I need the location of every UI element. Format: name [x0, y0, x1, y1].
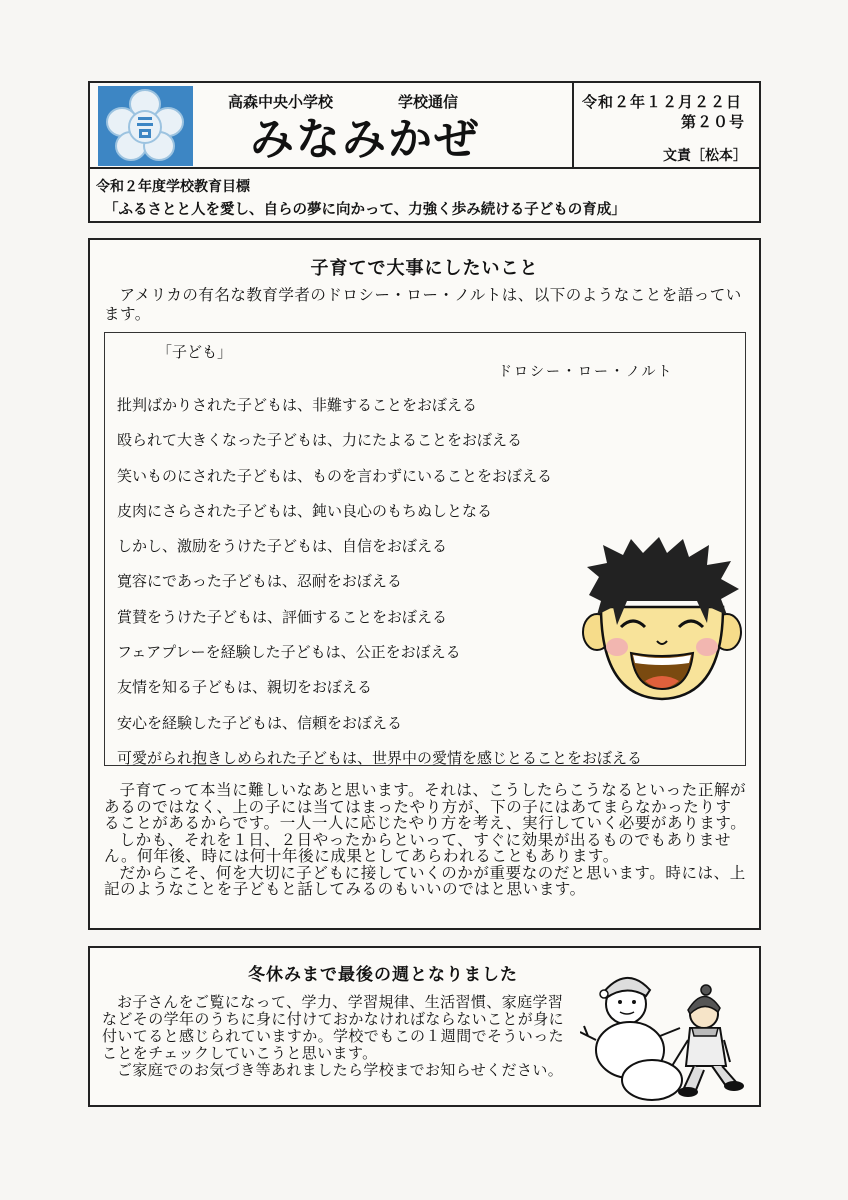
- article-title: 子育てで大事にしたいこと: [310, 258, 539, 279]
- issue-number: 第２０号: [680, 113, 745, 131]
- poem-title: 「子ども」: [157, 343, 233, 361]
- cherry-blossom-emblem-icon: [98, 86, 193, 166]
- school-goal-box: [88, 167, 761, 223]
- poem-box: [104, 332, 746, 766]
- poem-lines: [117, 395, 642, 783]
- poem-author: ドロシー・ロー・ノルト: [498, 364, 674, 380]
- poem-line: 殴られて大きくなった子どもは、力にたよることをおぼえる: [117, 431, 523, 450]
- poem-line: しかし、激励をうけた子どもは、自信をおぼえる: [117, 537, 448, 556]
- school-goal-title: 令和２年度学校教育目標: [96, 179, 250, 195]
- article-paragraph: ご家庭でのお気づき等あれましたら学校までお知らせください。: [117, 1061, 564, 1079]
- article-body: [104, 782, 747, 898]
- poem-line: 賞賛をうけた子どもは、評価することをおぼえる: [117, 607, 448, 626]
- smiling-boy-icon: [581, 537, 743, 705]
- newsletter-label: 学校通信: [398, 93, 459, 111]
- poem-line: 寛容にであった子どもは、忍耐をおぼえる: [117, 572, 402, 591]
- poem-line: 安心を経験した子どもは、信頼をおぼえる: [117, 713, 403, 732]
- article-title: 冬休みまで最後の週となりました: [248, 965, 518, 985]
- article-paragraph: だからこそ、何を大切に子どもに接していくのかが重要なのだと思います。時には、上記のようなことを子どもと話してみるのもいいのではと思います。: [104, 863, 746, 898]
- article-winter-break: [88, 946, 761, 1107]
- poem-line: 可愛がられ抱きしめられた子どもは、世界中の愛情を感じとることをおぼえる: [117, 748, 643, 767]
- article-paragraph: しかも、それを１日、２日やったからといって、すぐに効果が出るものでもありません。何年後、時には何十年後に成果としてあらわれることもあります。: [104, 830, 731, 865]
- snowman-and-child-icon: [580, 970, 756, 1102]
- poem-line: 友情を知る子どもは、親切をおぼえる: [117, 678, 373, 697]
- article-paragraph: お子さんをご覧になって、学力、学習規律、生活習慣、家庭学習などその学年のうちに身に付けておかなければならないことが身に付いてると感じられていますか。学校でもこの１週間でそういったことをチェックしていこうと思います。: [102, 993, 565, 1062]
- newsletter-title: みなみかぜ: [250, 114, 480, 165]
- issue-date: 令和２年１２月２２日: [582, 93, 743, 111]
- school-goal-text: 「ふるさとと人を愛し、自らの夢に向かって、力強く歩み続ける子どもの育成」: [104, 202, 626, 218]
- poem-line: 笑いものにされた子どもは、ものを言わずにいることをおぼえる: [117, 466, 553, 485]
- article-intro: アメリカの有名な教育学者のドロシー・ロー・ノルトは、以下のようなことを語っています。: [104, 286, 742, 323]
- poem-line: 批判ばかりされた子どもは、非難することをおぼえる: [117, 396, 478, 414]
- article-paragraph: 子育てって本当に難しいなあと思います。それは、こうしたらこうなるといった正解があるのではなく、上の子には当てはまったやり方が、下の子にはあてまらなかったりすることがあるからです。一人一人に応じたやり方を考え、実行していく必要があります。: [104, 781, 747, 832]
- newsletter-header: [88, 81, 761, 169]
- school-name: 高森中央小学校: [228, 93, 334, 111]
- article-body: [102, 994, 572, 1079]
- poem-line: 皮肉にさらされた子どもは、鈍い良心のもちぬしとなる: [117, 501, 493, 520]
- editor-credit: 文責［松本］: [663, 148, 747, 164]
- article-parenting: [88, 238, 761, 930]
- header-divider: [572, 83, 574, 167]
- poem-line: フェアプレーを経験した子どもは、公正をおぼえる: [117, 643, 461, 662]
